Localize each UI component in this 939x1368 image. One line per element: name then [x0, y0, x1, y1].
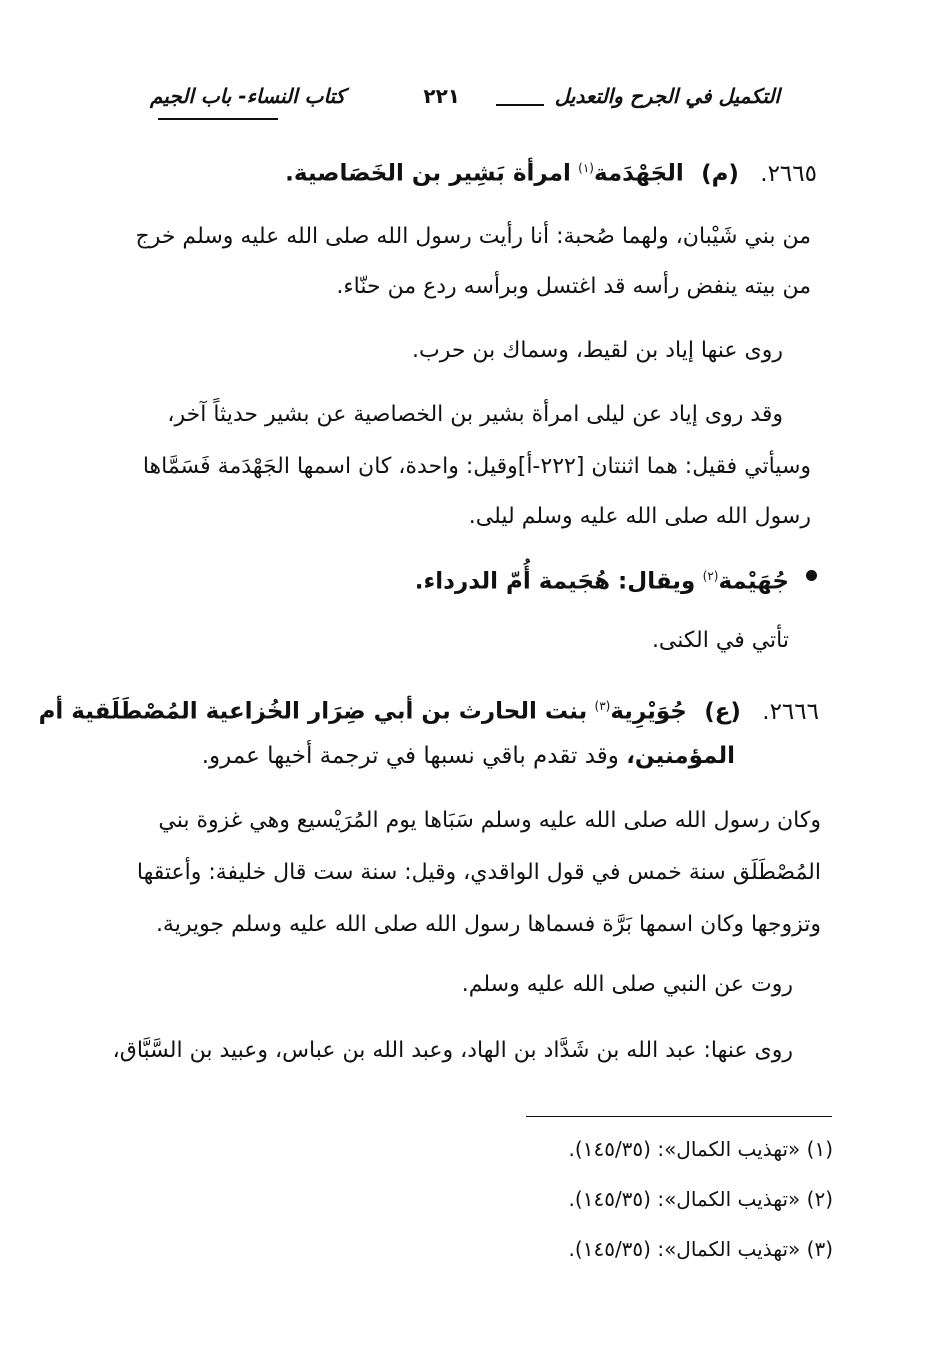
entry-2666-heading-line2	[202, 738, 735, 774]
entry-name-rest: امرأة بَشِير بن الخَصَاصية.	[285, 160, 571, 187]
text-line: وسيأتي فقيل: هما اثنتان [٢٢٢-أ]وقيل: واحدة، كان اسمها الجَهْدَمة فَسَمَّاها	[142, 454, 811, 479]
footnote: (٣) «تهذيب الكمال»: (١٤٥/٣٥).	[568, 1237, 833, 1261]
entry-name-rest: بنت الحارث بن أبي ضِرَار الخُزاعية المُصْطَلَقية أم	[38, 698, 588, 725]
text-line: رسول الله صلى الله عليه وسلم ليلى.	[468, 504, 811, 529]
entry-name: جُهَيْمة	[718, 568, 789, 595]
footnote-ref: (٢)	[702, 569, 719, 583]
entry-name: الجَهْدَمة	[593, 160, 684, 187]
header-section: كتاب النساء- باب الجيم	[150, 84, 346, 108]
entry-number: ٢٦٦٥.	[760, 160, 817, 187]
text-line: روى عنها: عبد الله بن شَدَّاد بن الهاد، وعبد الله بن عباس، وعبيد بن السَّبَّاق،	[112, 1038, 793, 1063]
entry-name-line2-rest: وقد تقدم باقي نسبها في ترجمة أخيها عمرو.	[201, 743, 619, 769]
entry-2666-heading	[39, 688, 819, 730]
header-rule-left	[158, 118, 278, 120]
footnote-ref: (١)	[578, 161, 594, 175]
header-book-title: التكميل في الجرح والتعديل	[554, 84, 780, 108]
entry-code: (ع)	[704, 698, 741, 725]
page-number: ٢٢١	[423, 84, 460, 108]
footnote-separator	[526, 1116, 832, 1117]
text-line: من بيته ينفض رأسه قد اغتسل وبرأسه ردع من حنّاء.	[336, 274, 811, 299]
bullet-entry-heading	[415, 558, 789, 600]
text-line: تأتي في الكنى.	[651, 628, 789, 653]
footnote: (١) «تهذيب الكمال»: (١٤٥/٣٥).	[568, 1137, 833, 1161]
bullet-icon	[806, 570, 817, 581]
entry-name-line2: المؤمنين،	[626, 743, 735, 769]
text-line: روى عنها إياد بن لقيط، وسماك بن حرب.	[411, 338, 783, 363]
text-line: من بني شَيْبان، ولهما صُحبة: أنا رأيت رسول الله صلى الله عليه وسلم خرج	[135, 224, 811, 249]
entry-name-rest: ويقال: هُجَيمة أُمّ الدرداء.	[414, 568, 696, 595]
text-line: المُصْطَلَق سنة خمس في قول الواقدي، وقيل: سنة ست قال خليفة: وأعتقها	[136, 860, 821, 885]
footnote-ref: (٣)	[594, 699, 611, 713]
text-line: وتزوجها وكان اسمها بَرَّة فسماها رسول الله صلى الله عليه وسلم جويرية.	[155, 912, 821, 937]
text-line: وقد روى إياد عن ليلى امرأة بشير بن الخصاصية عن بشير حديثاً آخر،	[167, 402, 783, 427]
header-rule-mid	[496, 104, 544, 106]
footnote: (٢) «تهذيب الكمال»: (١٤٥/٣٥).	[568, 1187, 833, 1211]
entry-code: (م)	[701, 160, 739, 187]
text-line: وكان رسول الله صلى الله عليه وسلم سَبَاها يوم المُرَيْسيع وهي غزوة بني	[158, 808, 821, 833]
text-line: روت عن النبي صلى الله عليه وسلم.	[461, 972, 793, 997]
entry-number: ٢٦٦٦.	[762, 698, 819, 725]
entry-name: جُوَيْرِية	[610, 698, 687, 725]
entry-2665-heading	[285, 150, 817, 192]
running-header	[150, 84, 780, 120]
